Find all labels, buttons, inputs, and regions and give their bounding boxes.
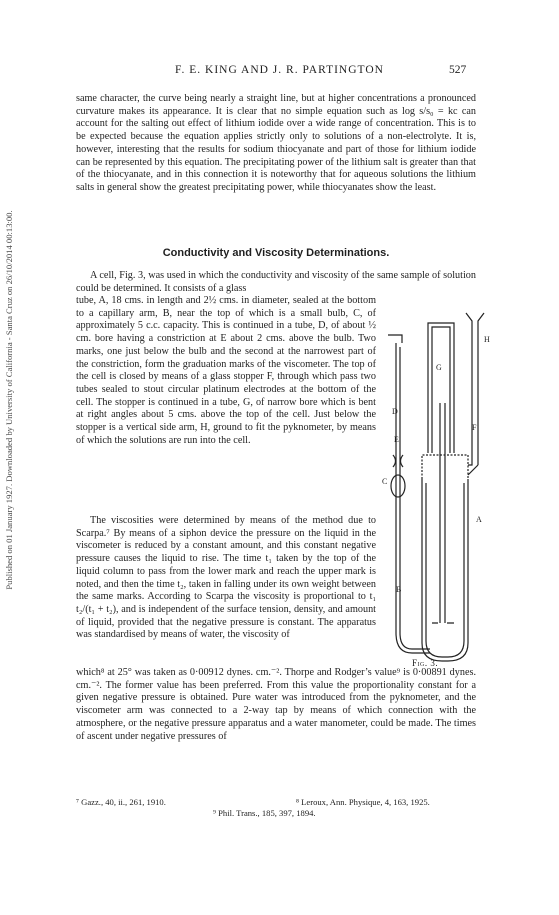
side-arm-h-join: [468, 465, 478, 475]
sidebar-note-text: Published on 01 January 1927. Downloaded by University of California - Santa Cruz on 26/10/2014 00:13:00.: [4, 210, 14, 590]
constriction-e-right: [401, 455, 404, 467]
footnote-9: [213, 808, 413, 818]
figure-3-cell-diagram: [382, 303, 492, 671]
label-f: F: [472, 423, 477, 432]
figure-caption: Fig. 3.: [412, 658, 439, 668]
label-b: B: [396, 585, 402, 594]
paragraph-viscosity-method: The viscosities were determined by means of the method due to Scarpa.⁷ By means of a siphon device the pressure on the liquid in the viscometer is reduced by a constant amount, and this constant negative pressure causes the liquid to rise. The time t₁ taken by the top of the liquid column to pass from the lower mark and reach the upper mark is noted, and then the time t₂, taken in falling under its own weight between the same marks. According to Scarpa the viscosity is proportional to t₁ t₂/(t₁ + t₂), and is independent of the surface tension, density, and amount of liquid, provided that the negative pressure is constant. The apparatus was standardised by means of water, the viscosity of: [76, 515, 376, 641]
label-c: C: [382, 477, 388, 486]
header-authors: F. E. KING AND J. R. PARTINGTON: [175, 64, 384, 76]
footnote-8-text: ⁸ Leroux, Ann. Physique, 4, 163, 1925.: [296, 797, 430, 807]
paragraph-cell-intro: A cell, Fig. 3, was used in which the conductivity and viscosity of the same sample of solution could be determined. It consists of a glass: [76, 270, 476, 294]
publication-sidebar-note: [1, 120, 17, 680]
label-g: G: [436, 363, 442, 372]
footnote-7-text: ⁷ Gazz., 40, ii., 261, 1910.: [76, 797, 166, 807]
cell-drawing: [382, 303, 492, 671]
tube-g-inner: [432, 327, 450, 453]
running-header: [0, 64, 559, 78]
footnote-9-text: ⁹ Phil. Trans., 185, 397, 1894.: [213, 808, 316, 818]
label-e: E: [394, 435, 399, 444]
paragraph-cell-description: tube, A, 18 cms. in length and 2½ cms. in diameter, sealed at the bottom to a capillary arm, B, near the top of which is a small bulb, C, of approximately 5 c.c. capacity. This is continued in a tube, D, of about ½ cm. bore having a constriction at E about 2 cms. above the bulb. Two marks, one just below the bulb and the second at the narrowest part of the constriction, form the graduation marks of the viscometer. The top of the cell is closed by means of a glass stopper F, through which pass two tubes sealed to stout circular platinum electrodes at the bottom of the cell. The stopper is continued in a tube, G, of narrow bore which is bent at right angles about 5 cms. above the top of the cell. Just below the stopper is a vertical side arm, H, ground to fit the pyknometer, by means of which the solutions are run into the cell.: [76, 295, 376, 446]
label-d: D: [392, 407, 398, 416]
side-arm-h: [466, 313, 484, 465]
capillary-arm-b-outer: [396, 343, 430, 653]
footnote-8: [296, 797, 476, 807]
constriction-e-left: [393, 455, 396, 467]
bulb-c: [391, 475, 405, 497]
label-a: A: [476, 515, 482, 524]
label-h: H: [484, 335, 490, 344]
paragraph-salting-out: same character, the curve being nearly a straight line, but at higher concentrations a pronounced curvature makes its appearance. It is clear that no simple equation such as log s/s₀ = kc can account for the salting out effect of lithium iodide over a wide range of concentration. This is to be expected because the equation applies strictly only to solutions of a non-electrolyte. It is, however, interesting that the results for sodium thiocyanate and part of those for lithium iodide can be represented by this equation. The precipitating power of the lithium salt is greater than that of the thiocyanate, and in this connection it is noteworthy that for aqueous solutions the lithium salts in general show the greatest precipitating power, while thiocyanates show the least.: [76, 93, 476, 193]
page-number: 527: [449, 64, 467, 76]
tube-d-top: [388, 335, 402, 343]
section-heading: Conductivity and Viscosity Determinations.: [162, 247, 390, 259]
paragraph-standardisation: which⁸ at 25° was taken as 0·00912 dynes. cm.⁻². Thorpe and Rodger’s value⁹ is 0·00891 dynes. cm.⁻². The former value has been preferred. From this value the proportionality constant for a given negative pressure is obtained. Pure water was introduced from the pyknometer, and the viscometer arm was connected to a 2-way tap by means of which connection with the atmosphere, or the negative pressure apparatus and a water manometer, could be made. The times of ascent under negative pressures of: [76, 667, 476, 742]
